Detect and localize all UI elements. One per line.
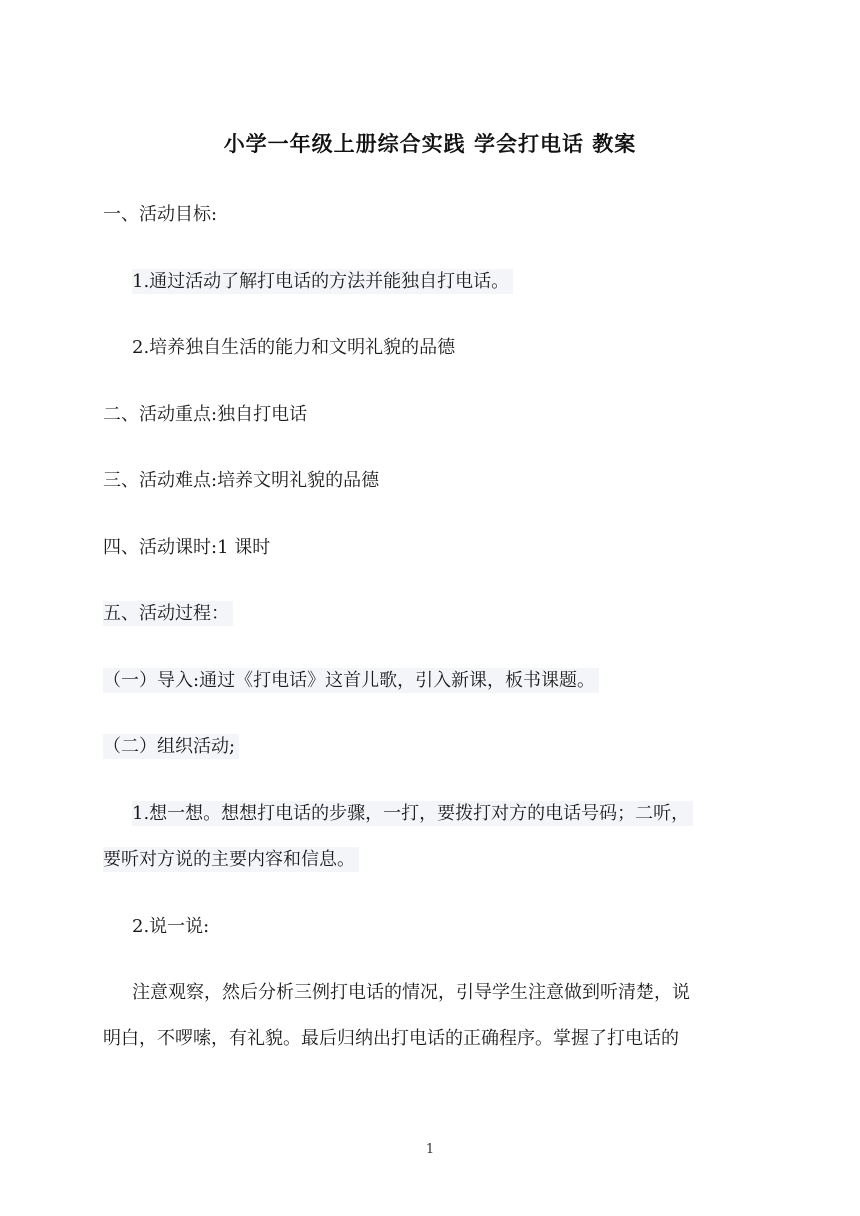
process-organize (103, 735, 239, 759)
text-line: 一、活动目标: (103, 204, 218, 225)
text-line: 二、活动重点:独自打电话 (103, 404, 308, 425)
section-heading-process (103, 602, 233, 626)
activity-speak-heading (132, 915, 209, 939)
text-line: 明白，不啰嗦，有礼貌。最后归纳出打电话的正确程序。掌握了打电话的 (103, 1028, 679, 1049)
text-line: 2.说一说: (132, 916, 210, 937)
activity-speak-line-1 (132, 981, 690, 1005)
text-line: 四、活动课时:1 课时 (103, 537, 271, 558)
goal-item-2 (132, 336, 455, 360)
text-line: 1.通过活动了解打电话的方法并能独自打电话。 (132, 269, 513, 294)
text-line: 要听对方说的主要内容和信息。 (103, 847, 359, 872)
section-heading-goals (103, 203, 217, 227)
document-title: 小学一年级上册综合实践 学会打电话 教案 (223, 132, 637, 156)
text-line: （二）组织活动; (103, 734, 239, 759)
section-heading-focus (103, 403, 307, 427)
text-line: 1.想一想。想想打电话的步骤，一打，要拨打对方的电话号码；二听， (132, 801, 693, 826)
activity-think-line-2 (103, 848, 359, 872)
page-number: 1 (425, 1142, 435, 1157)
text-line: 五、活动过程： (103, 601, 233, 626)
section-heading-difficulty (103, 469, 379, 493)
text-line: 注意观察，然后分析三例打电话的情况，引导学生注意做到听清楚，说 (132, 982, 690, 1003)
activity-think-line-1 (132, 802, 693, 826)
section-heading-class-hours (103, 536, 270, 560)
text-line: 2.培养独自生活的能力和文明礼貌的品德 (132, 337, 456, 358)
goal-item-1 (132, 270, 513, 294)
text-line: 三、活动难点:培养文明礼貌的品德 (103, 470, 380, 491)
text-line: （一）导入:通过《打电话》这首儿歌，引入新课，板书课题。 (103, 668, 599, 693)
process-intro (103, 669, 599, 693)
activity-speak-line-2 (103, 1027, 679, 1051)
